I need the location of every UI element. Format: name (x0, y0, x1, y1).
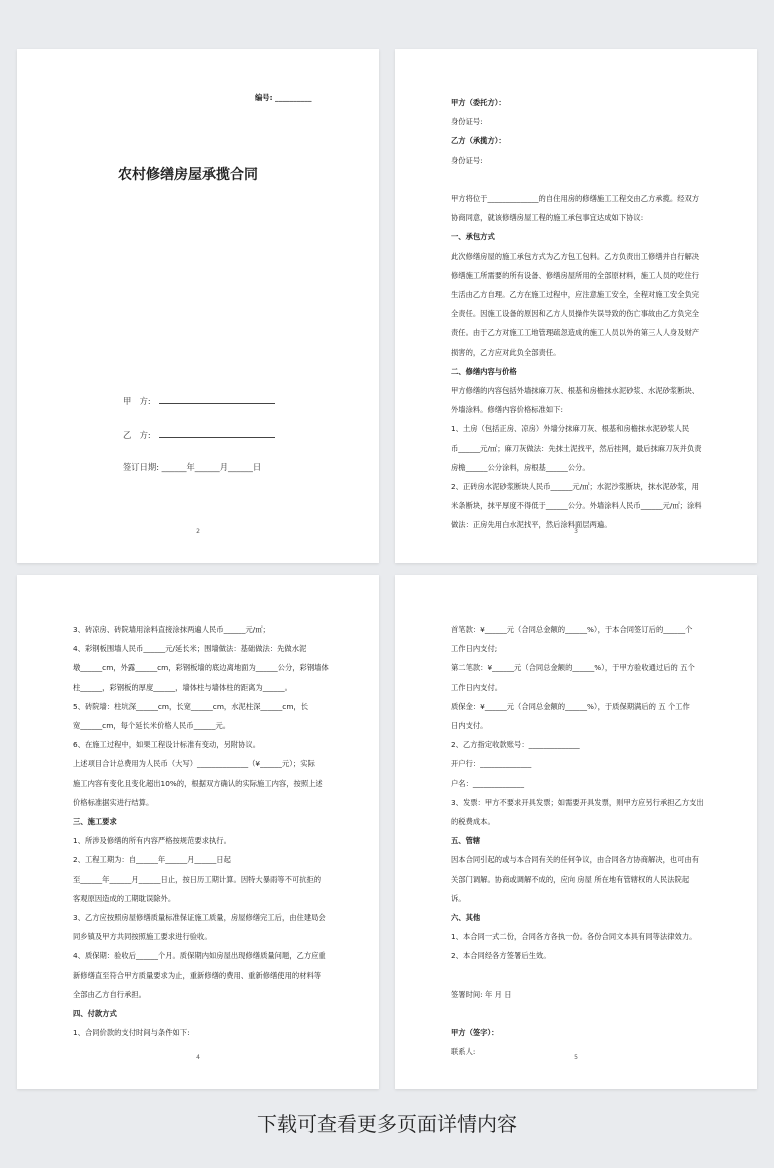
party-a-label: 甲 方: (123, 396, 151, 406)
text-line: 1、合同价款的支付时间与条件如下: (73, 1028, 190, 1038)
party-b-label: 乙 方: (123, 430, 151, 440)
text-line: 身份证号: (451, 117, 483, 127)
document-page-4 (17, 575, 379, 1089)
text-line: 首笔款：¥______元（合同总金额的______%），于本合同签订后的______个 (451, 625, 693, 634)
contract-title: 农村修缮房屋承揽合同 (118, 167, 258, 183)
text-line: 2、工程工期为：自______年______月______日起 (73, 855, 231, 865)
text-line: 修缮施工所需要的所有设备、修缮房屋所用的全部原材料，施工人员的吃住行 (451, 270, 700, 280)
download-more-banner[interactable]: 下载可查看更多页面详情内容 (257, 1112, 517, 1136)
page-number: 5 (574, 1054, 578, 1061)
text-line: 价格标准据实进行结算。 (73, 797, 154, 807)
document-page-5 (395, 575, 757, 1089)
text-line: 全部由乙方自行承担。 (73, 989, 146, 999)
text-line: 责任。由于乙方对施工工地管理疏忽造成的施工人员以外的第三人人身及财产 (451, 328, 700, 338)
text-line: 柱______，彩钢板的厚度______，墙体柱与墙体柱的距离为______。 (73, 682, 292, 692)
text-line: 做法：正房先用白水泥找平，然后涂料面层两遍。 (451, 520, 612, 530)
section-heading: 三、施工要求 (73, 817, 117, 826)
text-line: 联系人: (451, 1047, 476, 1057)
text-line: 质保金：¥______元（合同总金额的______%），于质保期满后的 五 个工作 (451, 701, 690, 711)
contract-number: 编号: __________ (255, 93, 312, 102)
text-line: 外墙涂料。修缮内容价格标准如下: (451, 405, 563, 415)
text-line: 5、砖院墙：柱坑深______cm，长宽______cm，水泥柱深______cm，长 (73, 701, 309, 711)
section-heading: 乙方（承揽方）： (451, 136, 506, 146)
document-page-3 (395, 49, 757, 563)
text-line: 上述项目合计总费用为人民币（大写）______________（¥______元）；实际 (73, 759, 315, 769)
text-line: 6、在施工过程中，如果工程设计标准有变动，另附协议。 (73, 740, 261, 750)
text-line: 4、彩钢板围墙人民币______元/延长米；围墙做法：基础做法：先做水泥 (73, 644, 307, 654)
section-heading: 甲方（签字）： (451, 1028, 499, 1038)
text-line: 甲方修缮的内容包括外墙抹麻刀灰、根基和房檐抹水泥砂浆、水泥砂浆断块、 (451, 386, 700, 395)
party-a-underline (159, 395, 275, 404)
section-heading: 二、修缮内容与价格 (451, 366, 517, 376)
text-line: 房檐______公分涂料，房根基______公分。 (451, 462, 590, 472)
section-heading: 甲方（委托方）： (451, 98, 506, 107)
text-line: 损害的，乙方应对此负全部责任。 (451, 347, 561, 357)
page-number: 3 (574, 528, 578, 535)
text-line: 身份证号: (451, 155, 483, 165)
text-line: 工作日内支付。 (451, 682, 503, 692)
party-a-field (123, 395, 275, 407)
text-line: 工作日内支付; (451, 644, 498, 654)
text-line: 4、质保期：验收后______个月。质保期内如房屋出现修缮质量问题，乙方应重 (73, 951, 326, 961)
text-line: 3、砖凉房、砖院墙用涂料直接涂抹两遍人民币______元/㎡； (73, 625, 270, 634)
page-number: 2 (196, 528, 200, 535)
text-line: 至______年______月______日止，按日历工期计算。因特大暴雨等不可抗拒的 (73, 874, 322, 884)
section-heading: 一、承包方式 (451, 232, 495, 242)
text-line: 户名：______________ (451, 778, 524, 788)
text-line: 新修缮直至符合甲方质量要求为止，重新修缮的费用、重新修缮使用的材料等 (73, 970, 322, 980)
text-line: 的税费成本。 (451, 817, 495, 826)
text-line: 同乡镇及甲方共同按照施工要求进行验收。 (73, 932, 212, 942)
text-line: 3、发票：甲方不要求开具发票；如需要开具发票，则甲方应另行承担乙方支出 (451, 797, 704, 807)
party-b-underline (159, 429, 275, 438)
text-line: 客观原因造成的工期耽误除外。 (73, 893, 176, 903)
text-line: 关部门调解。协商或调解不成的，应向 房屋 所在地有管辖权的人民法院起 (451, 874, 690, 884)
party-b-field (123, 429, 275, 441)
text-line: 全责任。因施工设备的原因和乙方人员操作失误导致的伤亡事故由乙方负完全 (451, 309, 700, 319)
text-line: 签署时间: 年 月 日 (451, 989, 512, 999)
text-line: 1、土房（包括正房、凉房）外墙分抹麻刀灰、根基和房檐抹水泥砂浆人民 (451, 424, 690, 434)
text-line: 此次修缮房屋的施工承包方式为乙方包工包料。乙方负责出工修缮并自行解决 (451, 251, 700, 261)
document-page-2 (17, 49, 379, 563)
text-line: 甲方将位于______________的自住用房的修缮施工工程交由乙方承揽。经双方 (451, 194, 700, 203)
text-line: 2、本合同经各方签署后生效。 (451, 951, 551, 961)
section-heading: 五、管辖 (451, 836, 481, 846)
text-line: 开户行：______________ (451, 759, 532, 769)
text-line: 币______元/㎡；麻刀灰做法：先抹土泥找平，然后挂网，最后抹麻刀灰并负责 (451, 443, 702, 453)
text-line: 日内支付。 (451, 721, 488, 730)
text-line: 墩______cm，外露______cm，彩钢板墙的底边离地面为______公分，彩钢墙体 (73, 663, 329, 673)
text-line: 米条断块，抹平厚度不得低于______公分。外墙涂料人民币______元/㎡；涂料 (451, 501, 702, 511)
text-line: 1、本合同一式二份，合同各方各执一份。各份合同文本具有同等法律效力。 (451, 932, 697, 942)
page-number: 4 (196, 1054, 200, 1061)
text-line: 诉。 (451, 893, 466, 903)
section-heading: 四、付款方式 (73, 1009, 117, 1018)
text-line: 2、正砖房水泥砂浆断块人民币______元/㎡；水泥沙浆断块，抹水泥砂浆，用 (451, 482, 699, 491)
text-line: 宽______cm，每个延长米价格人民币______元。 (73, 721, 231, 730)
text-line: 2、乙方指定收款账号：______________ (451, 740, 580, 750)
text-line: 施工内容有变化且变化超出10%的，根据双方确认的实际施工内容，按照上述 (73, 778, 323, 788)
text-line: 协商同意，就该修缮房屋工程的施工承包事宜达成如下协议: (451, 213, 644, 223)
section-heading: 六、其他 (451, 913, 481, 922)
text-line: 因本合同引起的或与本合同有关的任何争议，由合同各方协商解决，也可由有 (451, 855, 700, 865)
text-line: 3、乙方应按照房屋修缮质量标准保证施工质量，房屋修缮完工后，由住建局会 (73, 913, 326, 922)
text-line: 生活由乙方自理。乙方在施工过程中，应注意施工安全，全程对施工安全负完 (451, 290, 700, 299)
text-line: 1、所涉及修缮的所有内容严格按规范要求执行。 (73, 836, 231, 846)
text-line: 第二笔款：¥______元（合同总金额的______%），于甲方验收通过后的 五个 (451, 663, 695, 673)
sign-date: 签订日期: ______年______月______日 (123, 462, 262, 472)
